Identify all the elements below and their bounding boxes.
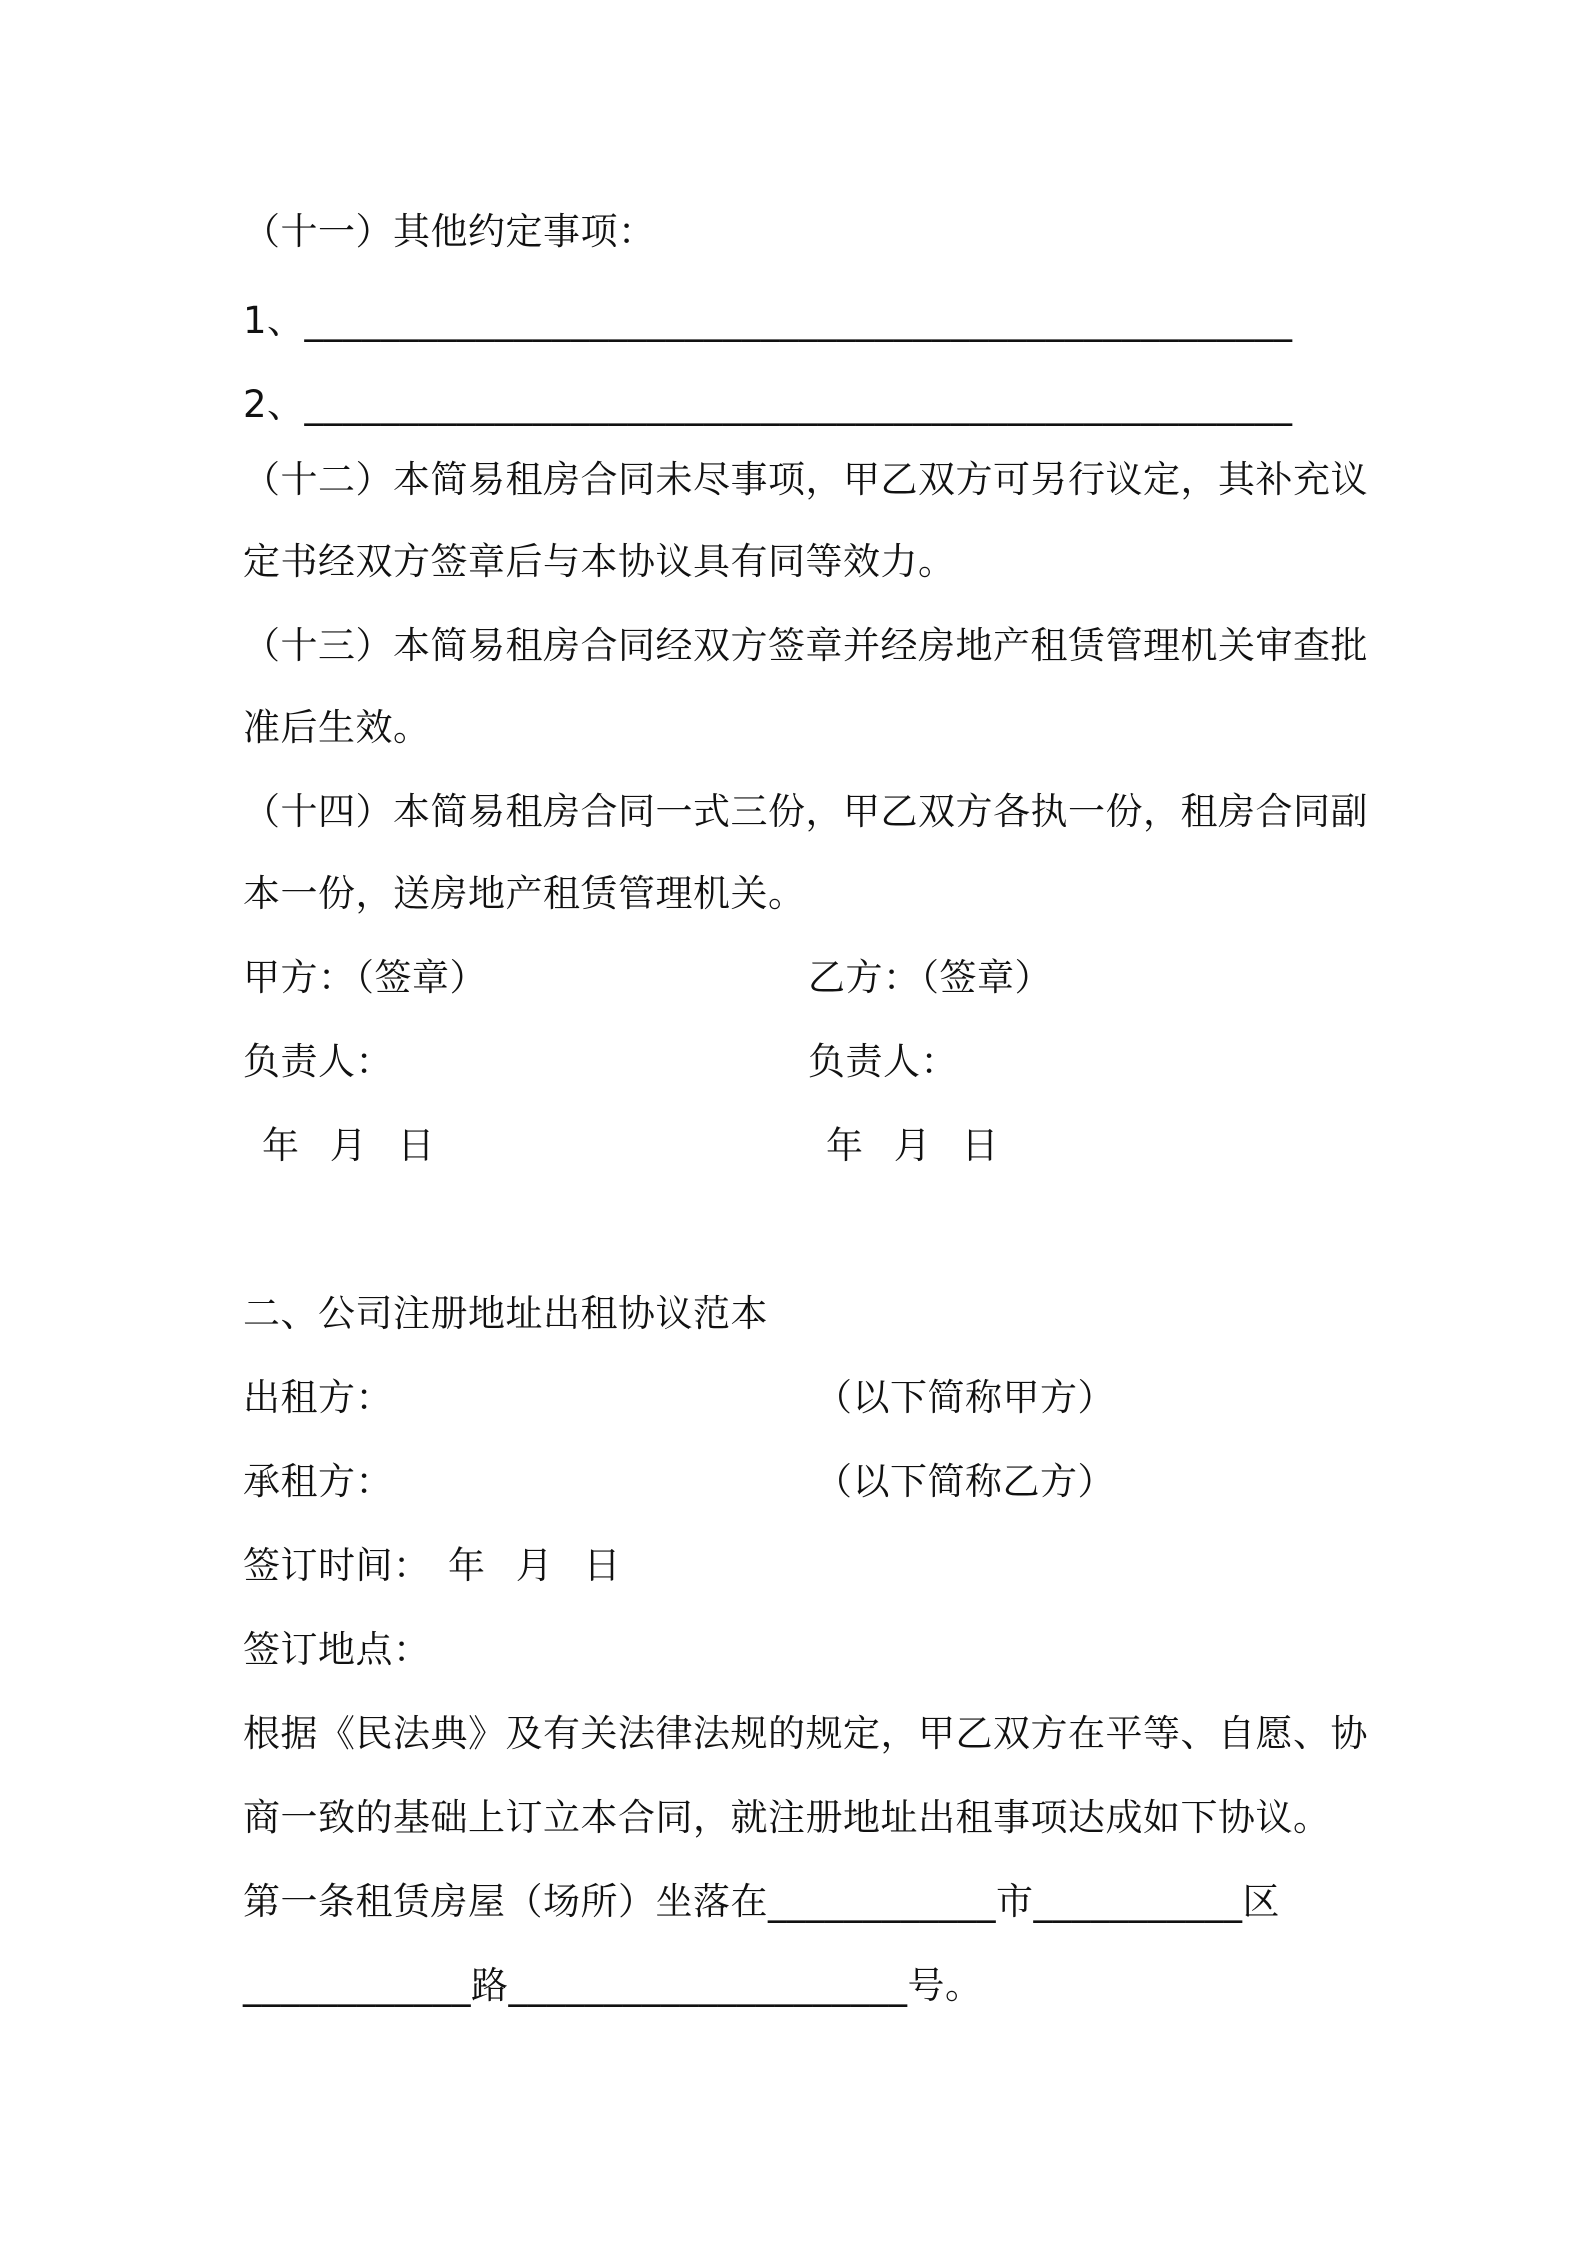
- party-b-date: 年 月 日: [826, 1124, 1000, 1167]
- clause-14-line-2: 本一份，送房地产租赁管理机关。: [243, 872, 806, 915]
- clause-13-line-2: 准后生效。: [243, 706, 431, 749]
- lessee-note: （以下简称乙方）: [815, 1460, 1115, 1503]
- article-1-line-2: ____________路_____________________号。: [243, 1964, 983, 2007]
- clause-11-item-1: 1、____________________________________________________: [243, 299, 1293, 342]
- party-a-signature: 甲方：（签章）: [243, 956, 487, 999]
- section-2-title: 二、公司注册地址出租协议范本: [243, 1292, 768, 1335]
- clause-11-item-2: 2、____________________________________________________: [243, 383, 1293, 426]
- clause-12-line-2: 定书经双方签章后与本协议具有同等效力。: [243, 540, 956, 583]
- party-a-date: 年 月 日: [262, 1124, 436, 1167]
- lessee-label: 承租方：: [243, 1460, 393, 1503]
- party-b-person: 负责人：: [808, 1040, 958, 1083]
- preamble-line-2: 商一致的基础上订立本合同，就注册地址出租事项达成如下协议。: [243, 1796, 1331, 1839]
- lessor-note: （以下简称甲方）: [815, 1376, 1115, 1419]
- clause-12-line-1: （十二）本简易租房合同未尽事项，甲乙双方可另行议定，其补充议: [243, 458, 1368, 501]
- party-b-signature: 乙方：（签章）: [808, 956, 1052, 999]
- clause-14-line-1: （十四）本简易租房合同一式三份，甲乙双方各执一份，租房合同副: [243, 790, 1368, 833]
- sign-time-value: 年 月 日: [448, 1544, 622, 1587]
- lessor-label: 出租方：: [243, 1376, 393, 1419]
- sign-time-label: 签订时间：: [243, 1544, 431, 1587]
- clause-11-heading: （十一）其他约定事项：: [243, 210, 656, 253]
- party-a-person: 负责人：: [243, 1040, 393, 1083]
- clause-13-line-1: （十三）本简易租房合同经双方签章并经房地产租赁管理机关审查批: [243, 624, 1368, 667]
- preamble-line-1: 根据《民法典》及有关法律法规的规定，甲乙双方在平等、自愿、协: [243, 1712, 1368, 1755]
- sign-place-label: 签订地点：: [243, 1628, 431, 1671]
- article-1-line-1: 第一条租赁房屋（场所）坐落在____________市___________区: [243, 1880, 1280, 1923]
